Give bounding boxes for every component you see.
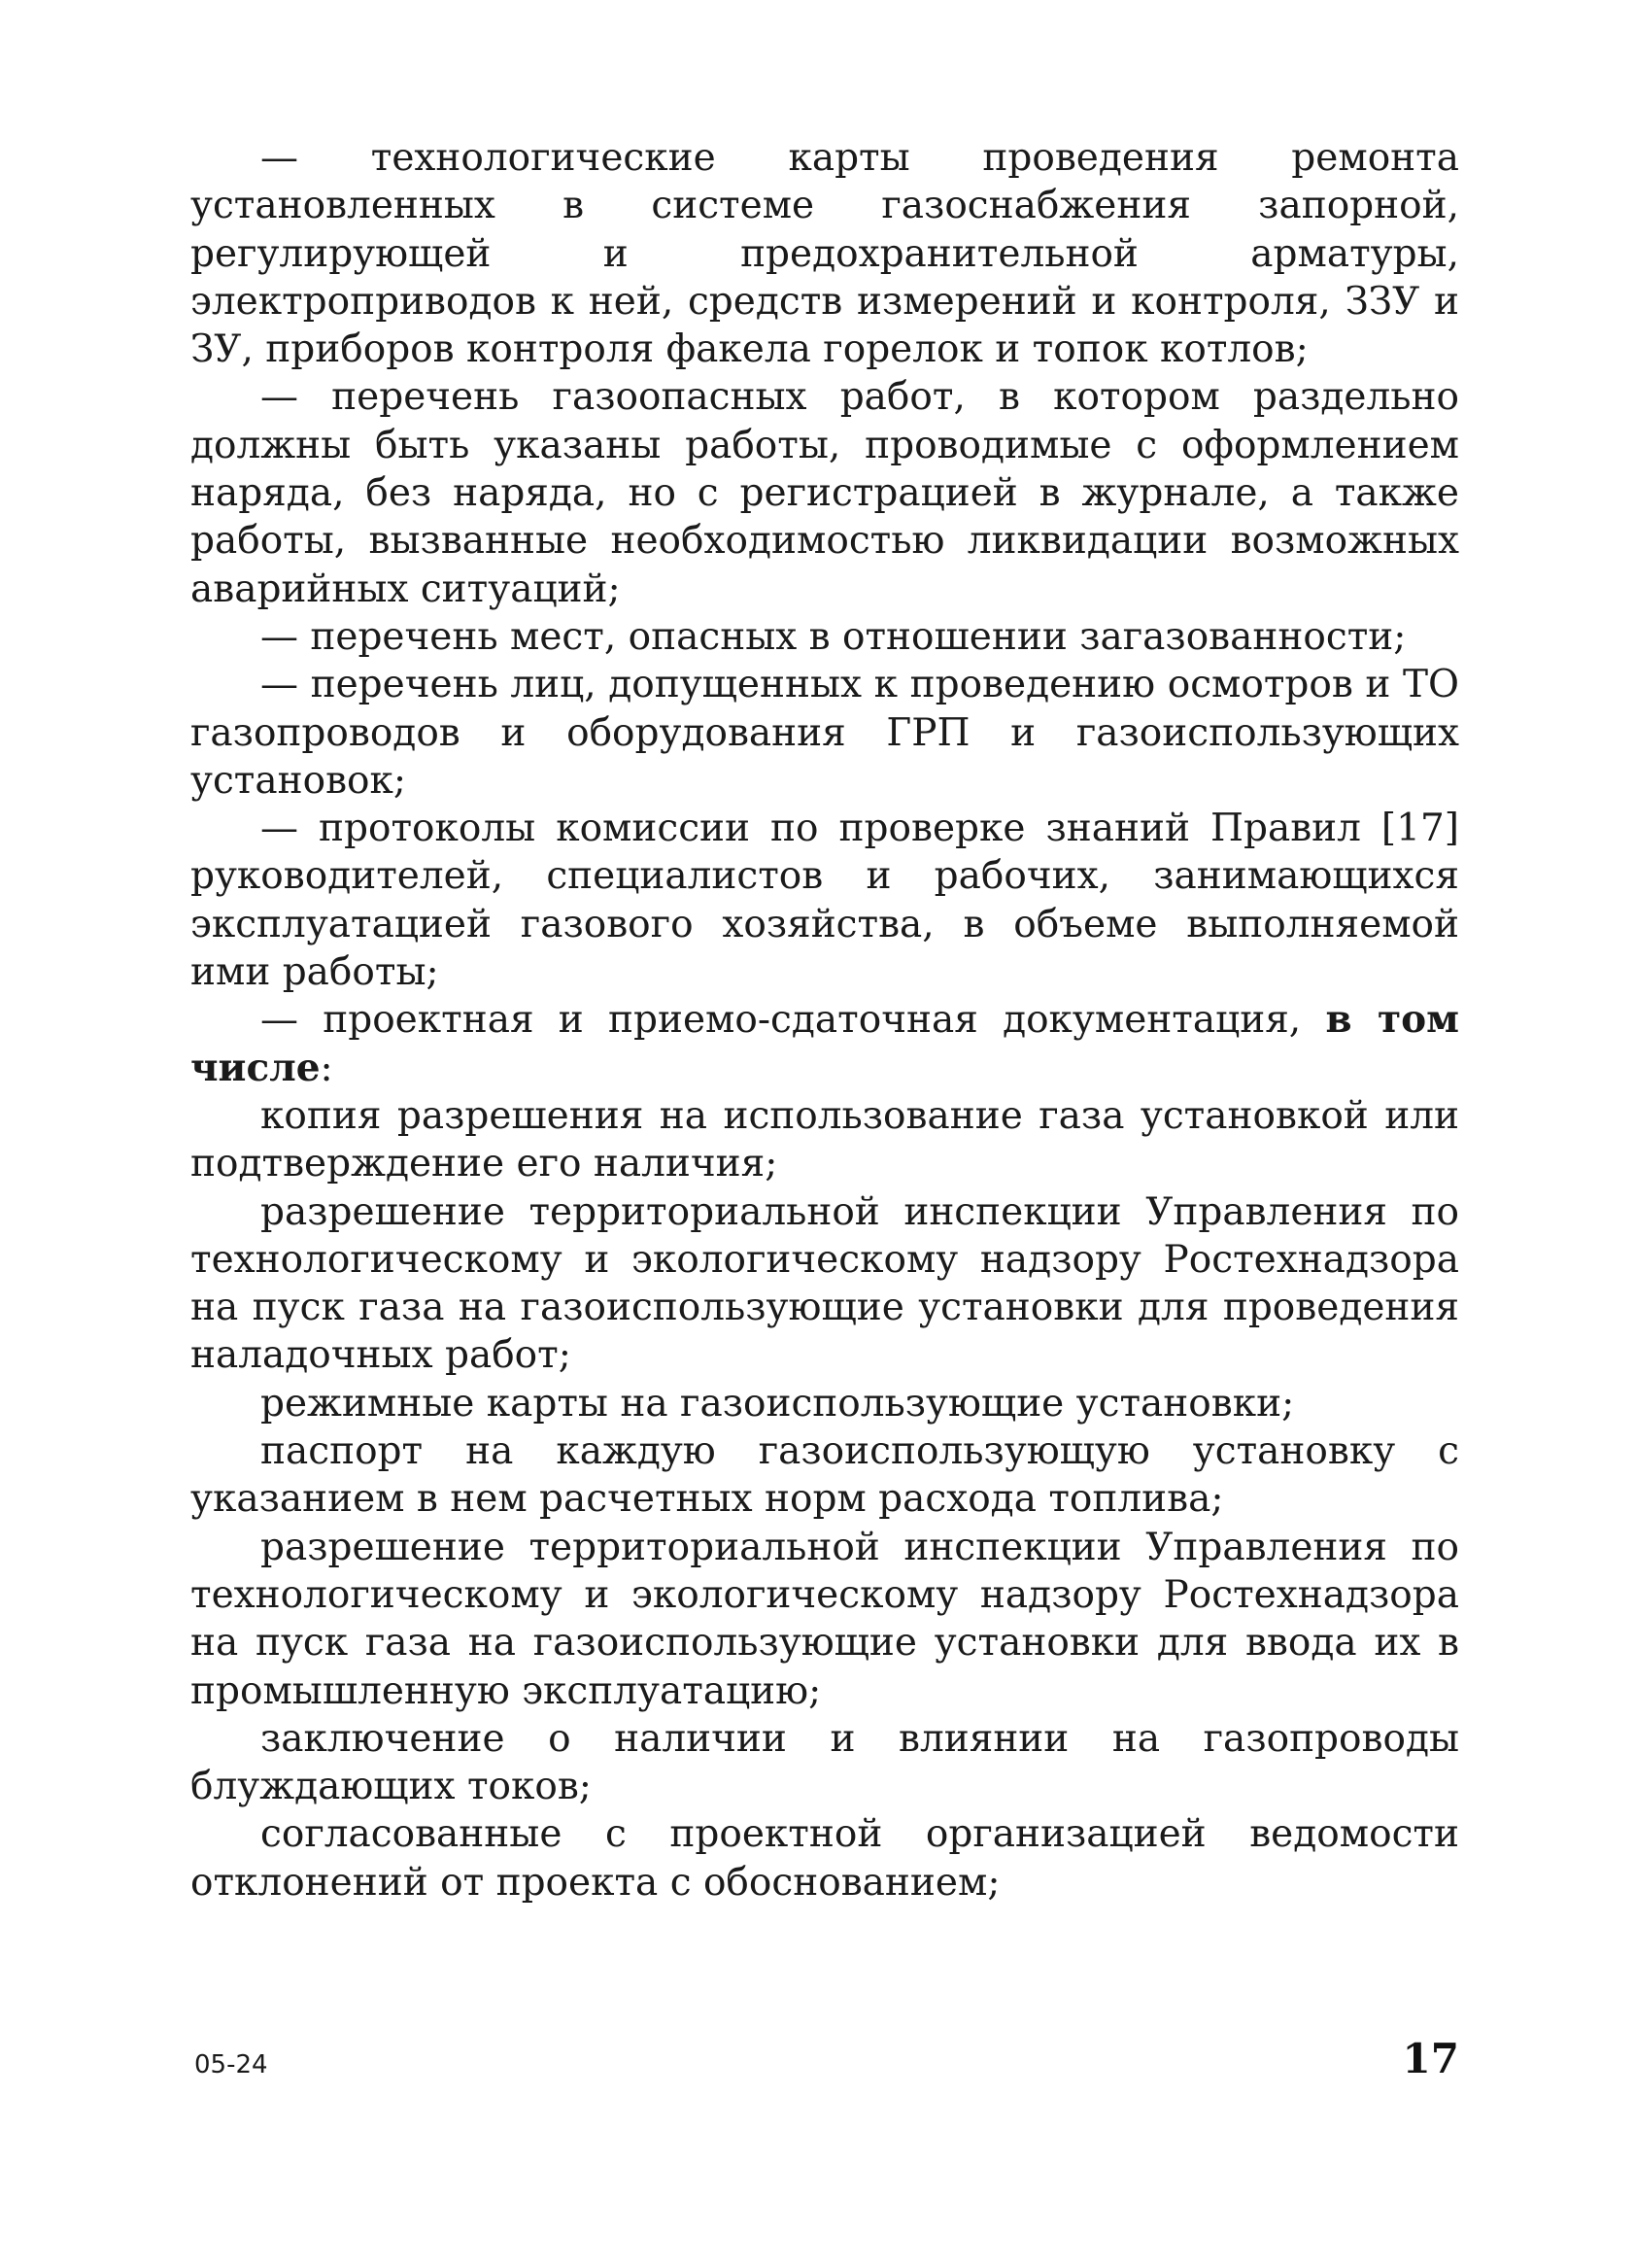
item-installation-passport: паспорт на каждую газоиспользующую установку с указанием в нем расчетных норм расхода топлива; (190, 1429, 1459, 1522)
paragraph-commission-protocols: — протоколы комиссии по проверке знаний Правил [17] руководителей, специалистов и рабочих, занимающихся эксплуатацией газового хозяйства, в объеме выполняемой ими работы; (190, 807, 1459, 995)
item-deviation-statements: согласованные с проектной организацией ведомости отклонений от проекта с обоснованием; (190, 1812, 1459, 1905)
design-doc-lead: — проектная и приемо-сдаточная документация, (260, 998, 1326, 1043)
item-commissioning-permit: разрешение территориальной инспекции Управления по технологическому и экологическому надзору Ростехнадзора на пуск газа на газоиспользующие установки для проведения наладочных работ; (190, 1189, 1459, 1378)
paragraph-design-documentation (190, 996, 1459, 1092)
item-industrial-operation-permit: разрешение территориальной инспекции Управления по технологическому и экологическому надзору Ростехнадзора на пуск газа на газоиспользующие установки для ввода их в промышленную эксплуатацию; (190, 1525, 1459, 1713)
paragraph-gas-contamination-places: — перечень мест, опасных в отношении загазованности; (260, 614, 1407, 659)
item-gas-use-permit-copy: копия разрешения на использование газа установкой или подтверждение его наличия; (190, 1093, 1459, 1186)
page-number: 17 (1402, 2035, 1459, 2082)
footer-code: 05-24 (194, 2050, 268, 2079)
body-text (190, 134, 1459, 1907)
paragraph-repair-charts: — технологические карты проведения ремонта установленных в системе газоснабжения запорной, регулирующей и предохранительной арматуры, электроприводов к ней, средств измерений и контроля, ЗЗУ и ЗУ, приборов контроля факела горелок и топок котлов; (190, 136, 1459, 372)
design-doc-emphasis: в том числе (190, 997, 1460, 1090)
design-doc-tail: : (320, 1046, 333, 1090)
paragraph-gas-hazardous-works: — перечень газоопасных работ, в котором раздельно должны быть указаны работы, проводимые с оформлением наряда, без наряда, но с регистрацией в журнале, а также работы, вызванные необходимостью ликвидации возможных аварийных ситуаций; (190, 375, 1459, 611)
item-mode-charts: режимные карты на газоиспользующие установки; (260, 1381, 1295, 1426)
item-stray-currents-conclusion: заключение о наличии и влиянии на газопроводы блуждающих токов; (190, 1716, 1459, 1809)
paragraph-admitted-persons: — перечень лиц, допущенных к проведению осмотров и ТО газопроводов и оборудования ГРП и газоиспользующих установок; (190, 663, 1459, 803)
